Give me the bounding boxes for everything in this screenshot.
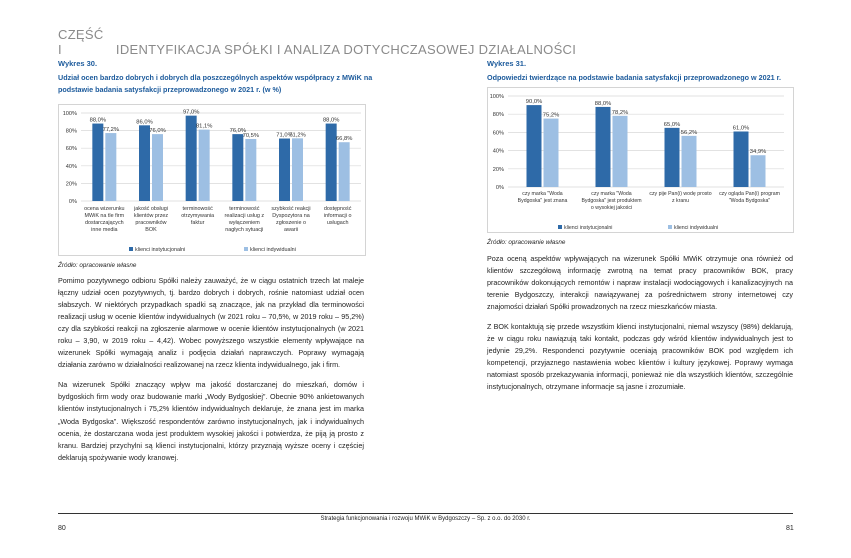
bar xyxy=(92,124,103,201)
data-label: 81,1% xyxy=(195,123,213,130)
category-label: Dyspozytora na xyxy=(272,213,310,219)
data-label: 97,0% xyxy=(182,109,200,116)
data-label: 61,0% xyxy=(732,125,750,132)
y-tick-label: 20% xyxy=(65,181,77,188)
category-label: BOK xyxy=(145,227,157,233)
category-label: nagłych sytuacji xyxy=(225,227,264,233)
legend-swatch xyxy=(668,225,672,229)
category-label: "Woda Bydgoska" xyxy=(728,198,771,204)
legend-label: klienci indywidualni xyxy=(250,247,296,253)
bar xyxy=(232,134,243,201)
legend-swatch xyxy=(558,225,562,229)
legend-swatch xyxy=(244,247,248,251)
bar xyxy=(339,142,350,201)
category-label: pracowników xyxy=(135,220,167,226)
right-chart-source: Źródło: opracowanie własne xyxy=(487,239,566,246)
data-label: 76,0% xyxy=(229,128,247,135)
category-label: usługach xyxy=(326,220,349,226)
data-label: 78,2% xyxy=(611,109,629,116)
category-label: inne media xyxy=(91,227,118,233)
right-page-number: 81 xyxy=(786,525,794,532)
category-label: dostarczających xyxy=(85,220,124,226)
paragraph: Na wizerunek Spółki znaczący wpływ ma jakość dostarczanej do mieszkań, domów i bydgoskich firm wody oraz budowanie marki „Wody Bydgoskiej”. Obecnie 90% ankietowanych klientów instytucjonalnych i 75,2% klientów indywidualnych deklaruje, że znana jest im marka „Woda Bydgoska”. Większość respondentów zarówno instytucjonalnych, jak i indywidualnych ocenia, że dostarczana woda jest produktem wysokiej jakości i potwierdza, że piją ją prosto z kranu. Bardziej przychylni są klienci instytucjonalni, którzy przyznają wyższe oceny i częściej deklarują spożywanie wody kranowej. xyxy=(58,380,364,462)
y-tick-label: 40% xyxy=(65,163,77,170)
section-header xyxy=(58,27,576,57)
bar xyxy=(665,128,680,187)
category-label: o wysokiej jakości xyxy=(590,205,633,211)
paragraph: Z BOK kontaktują się przede wszystkim klienci instytucjonalni, niemal wszyscy (98%) deklarują, że w ciągu roku nawiązują taki kontakt, podczas gdy wśród klientów indywidualnych jest to jedynie 29,2%. Respondenci pozytywnie oceniają pracowników BOK pod względem ich kompetencji, przyjaznego nastawienia wobec klientów i kultury językowej. Poprawy wymaga natomiast sposób przekazywania informacji, ponieważ nie dla wszystkich klientów, szczególnie instytucjonalnych, otrzymane informacje są jasne i zrozumiałe. xyxy=(487,322,793,392)
data-label: 88,0% xyxy=(594,100,612,107)
category-label: czy marka "Woda xyxy=(591,191,632,197)
bar xyxy=(152,134,163,201)
bar xyxy=(139,125,150,201)
right-chart xyxy=(487,87,794,233)
category-label: realizacji usług z xyxy=(224,213,265,219)
category-label: zgłoszenie o xyxy=(276,220,306,226)
y-tick-label: 60% xyxy=(65,146,77,153)
footer-title: Strategia funkcjonowania i rozwoju MWiK w Bydgoszczy – Sp. z o.o. do 2030 r. xyxy=(320,516,531,522)
category-label: faktur xyxy=(190,220,205,226)
left-page-number: 80 xyxy=(58,525,66,532)
data-label: 90,0% xyxy=(525,99,543,106)
data-label: 76,0% xyxy=(149,128,166,135)
bar xyxy=(734,131,749,187)
part-label: CZĘŚĆ I xyxy=(58,27,104,57)
left-chart-subtitle xyxy=(58,72,376,96)
right-chart-subtitle xyxy=(487,72,787,84)
y-tick-label: 40% xyxy=(492,148,504,155)
category-label: MWiK na tle firm xyxy=(84,213,125,219)
footer-divider xyxy=(58,513,793,514)
category-label: ocena wizerunku xyxy=(84,206,125,212)
data-label: 56,2% xyxy=(680,129,698,136)
category-label: otrzymywania xyxy=(181,213,215,219)
y-tick-label: 80% xyxy=(65,128,77,135)
data-label: 70,5% xyxy=(242,132,260,139)
category-label: szybkość reakcji xyxy=(271,206,311,212)
paragraph: Pomimo pozytywnego odbioru Spółki należy zauważyć, że w ciągu ostatnich trzech lat maleje łączny udział ocen pozytywnych, tj. bardzo dobrych i dobrych, rośnie natomiast udział ocen słabszych. W niektórych przypadkach spadki są znaczące, jak na przykład dla terminowości realizacji usług w ocenie klientów indywidualnych (w 2021 roku – 70,5%, w 2019 roku – 95,2%) czy dla szybkości reakcji na zgłoszenie alarmowe w ocenie klientów instytucjonalnych (w 2021 roku – 3,90, w 2019 roku – 4,42). Wobec powyższego wszystkie elementy wpływające na wizerunek Spółki wymagają analiz i podjęcia działań naprawczych. Poprawy wymagają działania zarówno w działalności realizowanej na rzecz klienta indywidualnego, jak i firm. xyxy=(58,276,364,370)
left-chart-label: Wykres 30. xyxy=(58,59,98,68)
bar xyxy=(279,139,290,201)
category-label: informacji o xyxy=(323,213,352,219)
data-label: 71,0% xyxy=(276,132,293,139)
left-body-text xyxy=(58,275,364,472)
data-label: 88,0% xyxy=(322,117,340,124)
category-label: dostępność xyxy=(323,206,352,212)
section-title: IDENTYFIKACJA SPÓŁKI I ANALIZA DOTYCHCZASOWEJ DZIAŁALNOŚCI xyxy=(115,42,577,57)
left-chart-subtitle-line: Udział ocen bardzo dobrych i dobrych dla poszczególnych aspektów współpracy z MWiK na xyxy=(58,73,373,82)
legend-label: klienci instytucjonalni xyxy=(135,247,186,253)
category-label: terminowość xyxy=(182,206,213,212)
category-label: Bydgoska" jest produktem xyxy=(581,198,642,204)
bar xyxy=(613,116,628,187)
bar xyxy=(751,155,766,187)
right-chart-subtitle-line: Odpowiedzi twierdzące na podstawie badania satysfakcji przeprowadzonego w 2021 r. xyxy=(487,73,781,82)
legend-swatch xyxy=(129,247,133,251)
left-chart-subtitle-line: podstawie badania satysfakcji przeprowadzonego w 2021 r. (w %) xyxy=(58,85,282,94)
category-label: z kranu xyxy=(671,198,690,204)
category-label: wyłączeniem xyxy=(228,220,260,226)
data-label: 88,0% xyxy=(89,117,107,124)
y-tick-label: 80% xyxy=(492,112,504,119)
y-tick-label: 20% xyxy=(492,166,504,173)
y-tick-label: 100% xyxy=(489,94,504,100)
category-label: awarii xyxy=(283,227,299,233)
paragraph: Poza oceną aspektów wpływających na wizerunek Spółki MWiK otrzymuje ona również od klientów szczegółową informację zwrotną na temat pracy pracowników BOK, pracy pracowników dokonujących remontów i napraw instalacji wodociągowych i kanalizacyjnych na terenie Bydgoszczy, interakcji nawiązywanej za pośrednictwem strony internetowej czy znajomości działań Spółki prowadzonych na rzecz mieszkańców miasta. xyxy=(487,254,793,312)
data-label: 86,0% xyxy=(136,119,153,126)
bar xyxy=(292,138,303,201)
y-tick-label: 60% xyxy=(492,130,504,137)
category-label: terminowość xyxy=(229,206,260,212)
legend-label: klienci indywidualni xyxy=(674,225,719,231)
left-chart-heading xyxy=(58,58,376,96)
data-label: 65,0% xyxy=(663,121,681,128)
data-label: 75,2% xyxy=(542,112,560,119)
category-label: klientów przez xyxy=(133,213,169,219)
legend-label: klienci instytucjonalni xyxy=(564,225,613,231)
y-tick-label: 100% xyxy=(62,111,77,117)
data-label: 34,9% xyxy=(749,149,767,156)
bar xyxy=(199,130,210,201)
bar xyxy=(326,124,337,201)
left-chart xyxy=(58,104,366,256)
category-label: czy pije Pan(i) wodę prosto xyxy=(649,191,712,197)
data-label: 66,8% xyxy=(335,136,353,143)
bar xyxy=(527,105,542,187)
category-label: Bydgoska" jest znana xyxy=(517,198,568,204)
bar xyxy=(682,136,697,187)
data-label: 71,2% xyxy=(289,132,306,139)
right-chart-label: Wykres 31. xyxy=(487,59,527,68)
bar xyxy=(596,107,611,187)
bar xyxy=(245,139,256,201)
right-chart-heading xyxy=(487,58,787,84)
left-chart-source: Źródło: opracowanie własne xyxy=(58,262,137,269)
category-label: czy ogląda Pan(i) program xyxy=(719,191,780,197)
bar xyxy=(544,119,559,187)
left-chart-svg xyxy=(59,105,367,257)
right-chart-svg xyxy=(488,88,795,234)
bar xyxy=(105,133,116,201)
y-tick-label: 0% xyxy=(68,199,77,205)
y-tick-label: 0% xyxy=(495,185,504,191)
data-label: 77,2% xyxy=(102,127,120,134)
right-body-text xyxy=(487,253,793,402)
category-label: jakość obsługi xyxy=(134,206,168,212)
category-label: czy marka "Woda xyxy=(522,191,563,197)
